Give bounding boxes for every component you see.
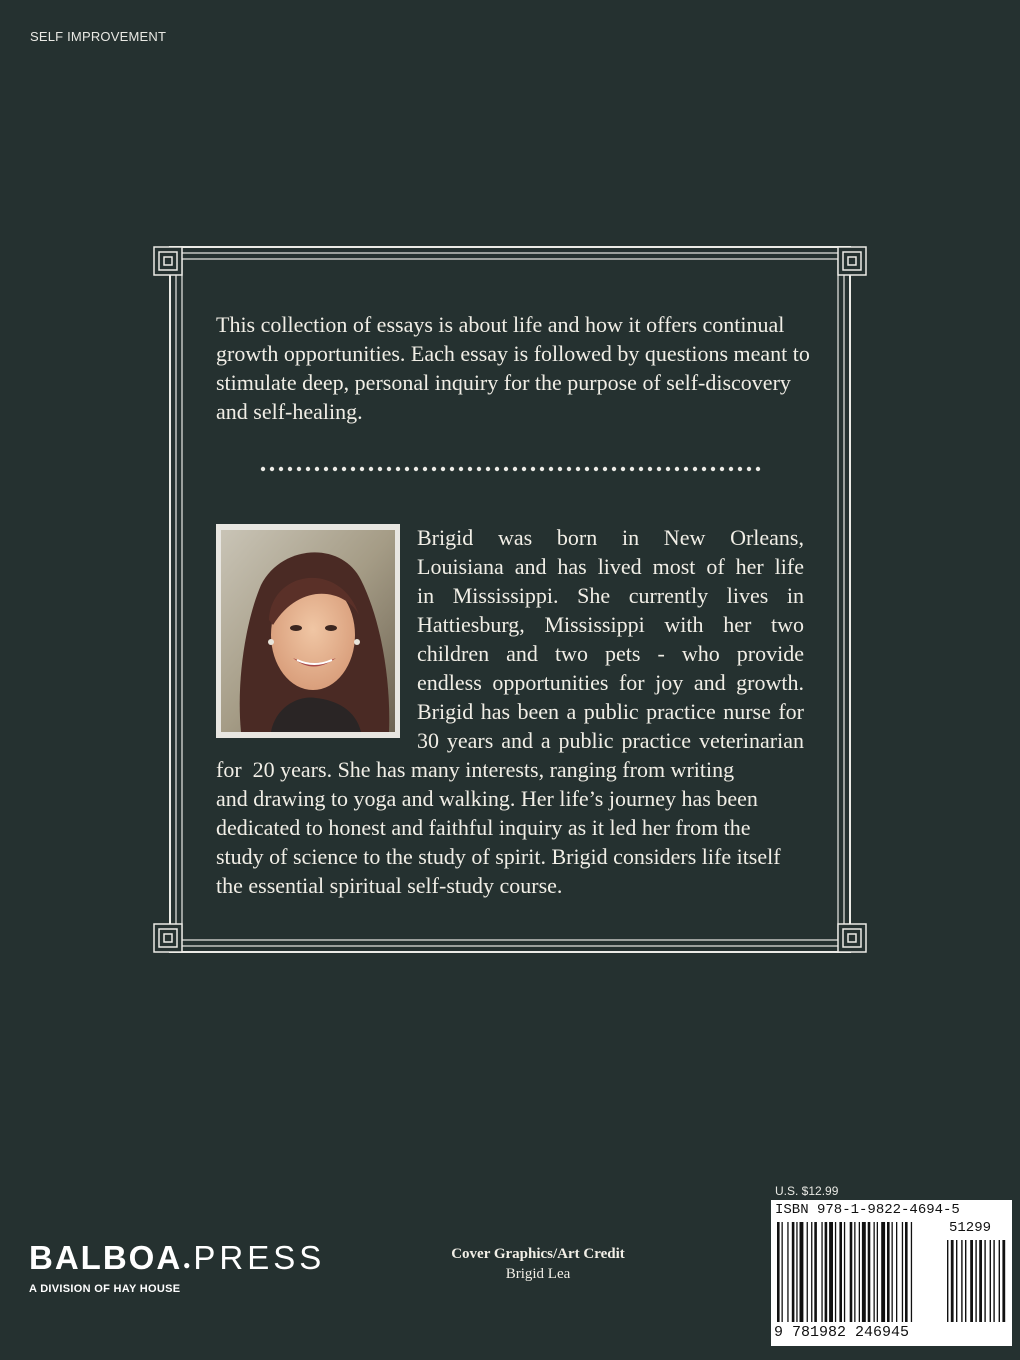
publisher-logo [29, 1240, 325, 1295]
barcode-bar [835, 1222, 836, 1322]
addon-bar [970, 1240, 973, 1322]
publisher-name-bold: BALBOA [29, 1239, 183, 1276]
divider-dot [693, 467, 697, 471]
addon-bar [965, 1240, 966, 1322]
bio-line: children and two pets - who provide [417, 641, 804, 666]
divider-dot [585, 467, 589, 471]
bio-line: for 20 years. She has many interests, ranging from writing [216, 757, 735, 782]
bio-line: study of science to the study of spirit. Brigid considers life itself [216, 844, 781, 869]
divider-dot [378, 467, 382, 471]
divider-dot [423, 467, 427, 471]
divider-dot [360, 467, 364, 471]
bio-line: in Mississippi. She currently lives in [417, 583, 804, 608]
divider-dot [531, 467, 535, 471]
divider-dot [720, 467, 724, 471]
barcode-bar [800, 1222, 804, 1322]
barcode-bar [807, 1222, 808, 1322]
divider-dot [351, 467, 355, 471]
divider-dot [540, 467, 544, 471]
price-label: U.S. $12.99 [775, 1184, 839, 1198]
divider-dot [342, 467, 346, 471]
divider-dot [747, 467, 751, 471]
barcode-bar [887, 1222, 890, 1322]
divider-dot [603, 467, 607, 471]
divider-dot [549, 467, 553, 471]
bio-line: Brigid was born in New Orleans, [417, 525, 804, 550]
divider-dot [495, 467, 499, 471]
addon-bar [979, 1240, 982, 1322]
addon-bar [999, 1240, 1000, 1322]
barcode-bar [814, 1222, 817, 1322]
divider-dot [414, 467, 418, 471]
divider-dot [441, 467, 445, 471]
divider-dot [729, 467, 733, 471]
barcode-bar [787, 1222, 788, 1322]
bio-line: endless opportunities for joy and growth. [417, 670, 804, 695]
addon-bar [1002, 1240, 1005, 1322]
divider-dot [684, 467, 688, 471]
barcode-bar [911, 1222, 912, 1322]
barcode-bar [859, 1222, 860, 1322]
addon-bar [990, 1240, 991, 1322]
divider-dot [261, 467, 265, 471]
barcode-bar [854, 1222, 855, 1322]
divider-dot [702, 467, 706, 471]
divider-dot [711, 467, 715, 471]
divider-dot [756, 467, 760, 471]
divider-dot [648, 467, 652, 471]
barcode-bar [881, 1222, 885, 1322]
barcode-bar [905, 1222, 908, 1322]
divider-dot [522, 467, 526, 471]
divider-dot [504, 467, 508, 471]
divider-dot [315, 467, 319, 471]
category-label: SELF IMPROVEMENT [30, 29, 167, 44]
divider-dot [477, 467, 481, 471]
divider-dot [558, 467, 562, 471]
divider-dot [612, 467, 616, 471]
barcode-bar [862, 1222, 866, 1322]
bio-line: the essential spiritual self-study course. [216, 873, 563, 898]
divider-dot [405, 467, 409, 471]
addon-bar [975, 1240, 976, 1322]
book-description: This collection of essays is about life and how it offers continual growth opportunities. Each essay is followed by questions meant to stimulate deep, personal inquiry for the purpose of self-discovery and self-healing. [216, 312, 810, 424]
divider-dot [279, 467, 283, 471]
bio-line: 30 years and a public practice veterinarian [417, 728, 804, 753]
addon-bar [951, 1240, 954, 1322]
divider-dot [468, 467, 472, 471]
bio-line: and drawing to yoga and walking. Her life’s journey has been [216, 786, 758, 811]
addon-bar [947, 1240, 948, 1322]
divider-dot [630, 467, 634, 471]
addon-bar [993, 1240, 994, 1322]
barcode-bar [896, 1222, 897, 1322]
barcode-addon-digits: 51299 [949, 1220, 992, 1236]
divider-dot [486, 467, 490, 471]
divider-dot [333, 467, 337, 471]
divider-dot [270, 467, 274, 471]
barcode-bar [902, 1222, 903, 1322]
publisher-division: A DIVISION OF HAY HOUSE [29, 1283, 181, 1295]
addon-bar [984, 1240, 985, 1322]
divider-dot [396, 467, 400, 471]
barcode-bar [777, 1222, 780, 1322]
divider-dot [657, 467, 661, 471]
logo-dot-icon: ● [183, 1258, 193, 1272]
divider-dot [459, 467, 463, 471]
divider-dot [567, 467, 571, 471]
bio-line: Louisiana and has lived most of her life [417, 554, 804, 579]
author-portrait [221, 530, 395, 732]
divider-dot [738, 467, 742, 471]
barcode-bar [796, 1222, 797, 1322]
divider-dot [306, 467, 310, 471]
barcode-bar [821, 1222, 822, 1322]
divider-dot [621, 467, 625, 471]
divider-dot [513, 467, 517, 471]
bio-line: dedicated to honest and faithful inquiry as it led her from the [216, 815, 751, 840]
isbn-barcode [771, 1200, 1012, 1346]
barcode-bar [792, 1222, 795, 1322]
isbn-number: ISBN 978-1-9822-4694-5 [775, 1202, 960, 1218]
barcode-bar [782, 1222, 783, 1322]
barcode-bar [829, 1222, 833, 1322]
barcode-bar [877, 1222, 878, 1322]
divider-dot [324, 467, 328, 471]
bio-line: Hattiesburg, Mississippi with her two [417, 612, 804, 637]
barcode-bar [844, 1222, 845, 1322]
barcode-bar [825, 1222, 828, 1322]
barcode-digits: 9 781982 246945 [774, 1324, 910, 1341]
divider-dot [675, 467, 679, 471]
divider-dot [297, 467, 301, 471]
divider-dot [450, 467, 454, 471]
addon-bar [956, 1240, 957, 1322]
barcode-bar [874, 1222, 875, 1322]
addon-bar [961, 1240, 962, 1322]
credit-name: Brigid Lea [505, 1266, 571, 1282]
divider-dot [432, 467, 436, 471]
divider-dot [576, 467, 580, 471]
divider-dot [288, 467, 292, 471]
art-credit [428, 1244, 648, 1284]
divider-dot [387, 467, 391, 471]
divider-dot [369, 467, 373, 471]
credit-title: Cover Graphics/Art Credit [451, 1246, 625, 1262]
barcode-bar [811, 1222, 812, 1322]
divider-dot [639, 467, 643, 471]
divider-dot [594, 467, 598, 471]
barcode-bar [850, 1222, 853, 1322]
author-photo [216, 524, 400, 738]
bio-line: Brigid has been a public practice nurse for [417, 699, 804, 724]
barcode-bar [868, 1222, 871, 1322]
barcode-bar [892, 1222, 893, 1322]
dotted-divider [259, 462, 769, 476]
publisher-name-light: PRESS [193, 1239, 326, 1276]
barcode-bar [839, 1222, 842, 1322]
divider-dot [666, 467, 670, 471]
